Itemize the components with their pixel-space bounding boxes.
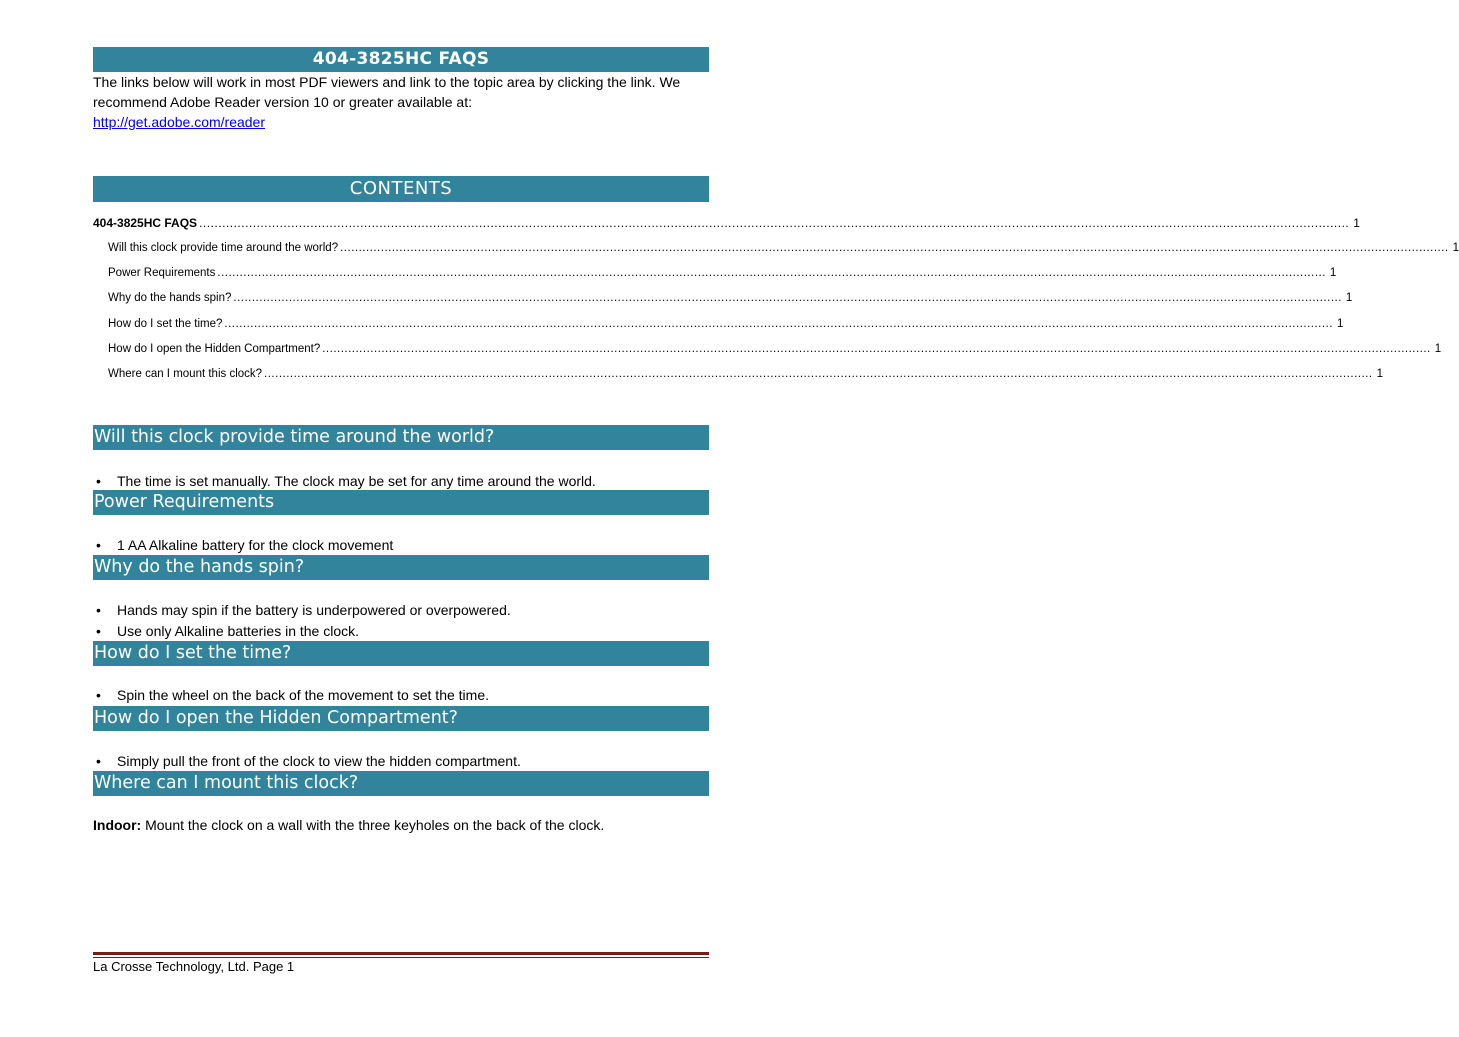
bullet-icon: • [96,602,101,618]
toc-label: Power Requirements [108,267,216,279]
section-heading-mount-clock: Where can I mount this clock? [93,771,709,796]
toc-page-number: 1 [1345,292,1353,304]
toc-leader-dots: ............................................................................................................................................................................................................................................................................................................ [264,368,1373,380]
toc-leader-dots: ............................................................................................................................................................................................................................................................................................................ [233,292,1342,304]
toc-leader-dots: ............................................................................................................................................................................................................................................................................................................ [322,343,1431,355]
bullet-icon: • [96,687,101,703]
toc-entry-set-time[interactable] [108,318,1344,334]
list-item-text: The time is set manually. The clock may be set for any time around the world. [117,473,596,489]
list-item [93,536,709,554]
list-item [93,601,709,619]
list-item [93,622,709,640]
list-item-text: Spin the wheel on the back of the movement to set the time. [117,687,489,703]
list-item [93,686,709,704]
list-item [93,752,709,770]
toc-page-number: 1 [1434,343,1442,355]
indoor-mounting-text [93,816,709,834]
intro-text: The links below will work in most PDF viewers and link to the topic area by clicking the link. We recommend Adobe Reader version 10 or greater available at: [93,74,681,110]
toc-entry-time-around-world[interactable] [108,242,1459,258]
toc-page-number: 1 [1336,318,1344,330]
toc-entry-hands-spin[interactable] [108,292,1353,308]
list-item-text: 1 AA Alkaline battery for the clock movement [117,537,394,553]
toc-label: 404-3825HC FAQS [93,216,198,230]
footer-divider [93,952,709,955]
toc-leader-dots: ............................................................................................................................................................................................................................................................................................................ [217,267,1326,279]
section-heading-hidden-compartment: How do I open the Hidden Compartment? [93,706,709,731]
list-item-text: Hands may spin if the battery is underpowered or overpowered. [117,602,511,618]
toc-entry-power-requirements[interactable] [108,267,1337,283]
toc-entry-hidden-compartment[interactable] [108,343,1442,359]
bullet-icon: • [96,537,101,553]
section-heading-time-around-world: Will this clock provide time around the world? [93,425,709,450]
section-heading-power-requirements: Power Requirements [93,490,709,515]
toc-page-number: 1 [1329,267,1337,279]
toc-page-number: 1 [1376,368,1383,380]
indoor-description: Mount the clock on a wall with the three keyholes on the back of the clock. [141,817,605,833]
contents-heading: CONTENTS [93,176,709,202]
toc-leader-dots: ............................................................................................................................................................................................................................................................................................................ [224,318,1333,330]
section-heading-hands-spin: Why do the hands spin? [93,555,709,580]
indoor-label: Indoor: [93,817,142,833]
section-heading-set-time: How do I set the time? [93,641,709,666]
toc-entry-mount-clock[interactable] [108,368,1383,384]
list-item [93,472,709,490]
bullet-icon: • [96,753,101,769]
toc-label: Where can I mount this clock? [108,368,263,380]
toc-label: How do I set the time? [108,318,223,330]
list-item-text: Use only Alkaline batteries in the clock. [117,623,360,639]
toc-page-number: 1 [1452,242,1459,254]
toc-page-number: 1 [1353,216,1360,230]
page-footer: La Crosse Technology, Ltd. Page 1 [93,959,295,974]
bullet-icon: • [96,623,101,639]
toc-leader-dots: ............................................................................................................................................................................................................................................................................................................ [340,242,1449,254]
toc-label: How do I open the Hidden Compartment? [108,343,321,355]
toc-label: Why do the hands spin? [108,292,232,304]
toc-leader-dots: ............................................................................................................................................................................................................................................................................................................ [199,216,1350,230]
intro-paragraph [93,72,693,132]
bullet-icon: • [96,473,101,489]
list-item-text: Simply pull the front of the clock to view the hidden compartment. [117,753,521,769]
document-title: 404-3825HC FAQS [93,47,709,72]
toc-entry-faqs[interactable] [93,216,1360,232]
toc-label: Will this clock provide time around the world? [108,242,339,254]
adobe-reader-link[interactable]: http://get.adobe.com/reader [93,114,265,130]
